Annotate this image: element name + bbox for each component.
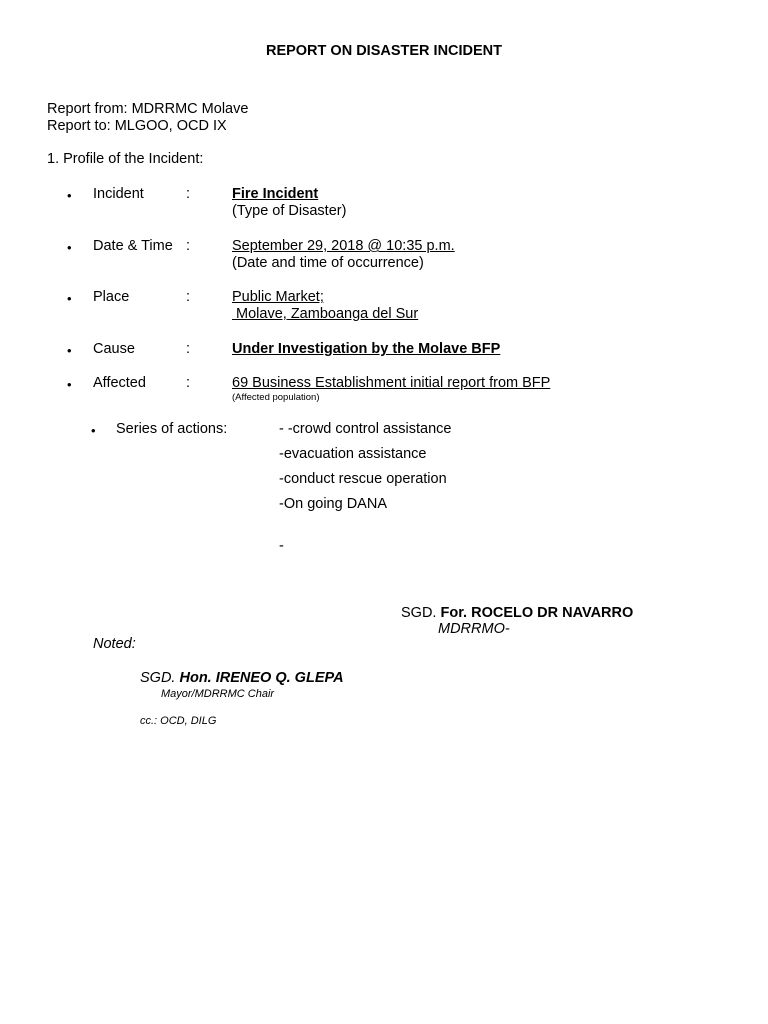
- cause-value: Under Investigation by the Molave BFP: [232, 341, 501, 357]
- action-item: -evacuation assistance: [279, 446, 427, 462]
- place-label: Place: [93, 289, 130, 305]
- affected-label: Affected: [93, 375, 146, 391]
- noted-label: Noted:: [93, 636, 136, 652]
- signatory-1-prefix: SGD.: [401, 605, 441, 621]
- signatory-1-name: For. ROCELO DR NAVARRO: [440, 605, 634, 621]
- datetime-colon: :: [186, 238, 191, 254]
- signatory-2-position: Mayor/MDRRMC Chair: [161, 688, 275, 700]
- report-to: Report to: MLGOO, OCD IX: [47, 118, 227, 134]
- bullet-icon: •: [67, 343, 72, 358]
- place-colon: :: [186, 289, 191, 305]
- action-item: -On going DANA: [279, 496, 387, 512]
- place-value-line2: Molave, Zamboanga del Sur: [232, 306, 419, 322]
- bullet-icon: •: [67, 377, 72, 392]
- incident-label: Incident: [93, 186, 144, 202]
- datetime-note: (Date and time of occurrence): [232, 255, 424, 271]
- signatory-2: [140, 670, 344, 686]
- signatory-2-name: Hon. IRENEO Q. GLEPA: [179, 670, 344, 686]
- bullet-icon: •: [91, 423, 96, 438]
- action-item: -: [279, 538, 284, 554]
- datetime-value: September 29, 2018 @ 10:35 p.m.: [232, 238, 455, 254]
- section-heading: 1. Profile of the Incident:: [47, 151, 204, 167]
- actions-label: Series of actions:: [116, 421, 228, 437]
- affected-value: 69 Business Establishment initial report from BFP: [232, 375, 551, 391]
- incident-value: Fire Incident: [232, 186, 319, 202]
- bullet-icon: •: [67, 188, 72, 203]
- incident-note: (Type of Disaster): [232, 203, 347, 219]
- action-item: -conduct rescue operation: [279, 471, 447, 487]
- place-value-line1: Public Market;: [232, 289, 324, 305]
- signatory-1-position: MDRRMO-: [438, 621, 510, 637]
- incident-colon: :: [186, 186, 191, 202]
- affected-colon: :: [186, 375, 191, 391]
- document-title: REPORT ON DISASTER INCIDENT: [265, 43, 503, 59]
- datetime-label: Date & Time: [93, 238, 173, 254]
- affected-note: (Affected population): [232, 392, 320, 403]
- report-from: Report from: MDRRMC Molave: [47, 101, 249, 117]
- signatory-1: [401, 605, 633, 621]
- signatory-2-prefix: SGD.: [140, 670, 180, 686]
- bullet-icon: •: [67, 291, 72, 306]
- cause-colon: :: [186, 341, 191, 357]
- action-item: - -crowd control assistance: [279, 421, 452, 437]
- bullet-icon: •: [67, 240, 72, 255]
- cause-label: Cause: [93, 341, 135, 357]
- cc-line: cc.: OCD, DILG: [140, 715, 217, 727]
